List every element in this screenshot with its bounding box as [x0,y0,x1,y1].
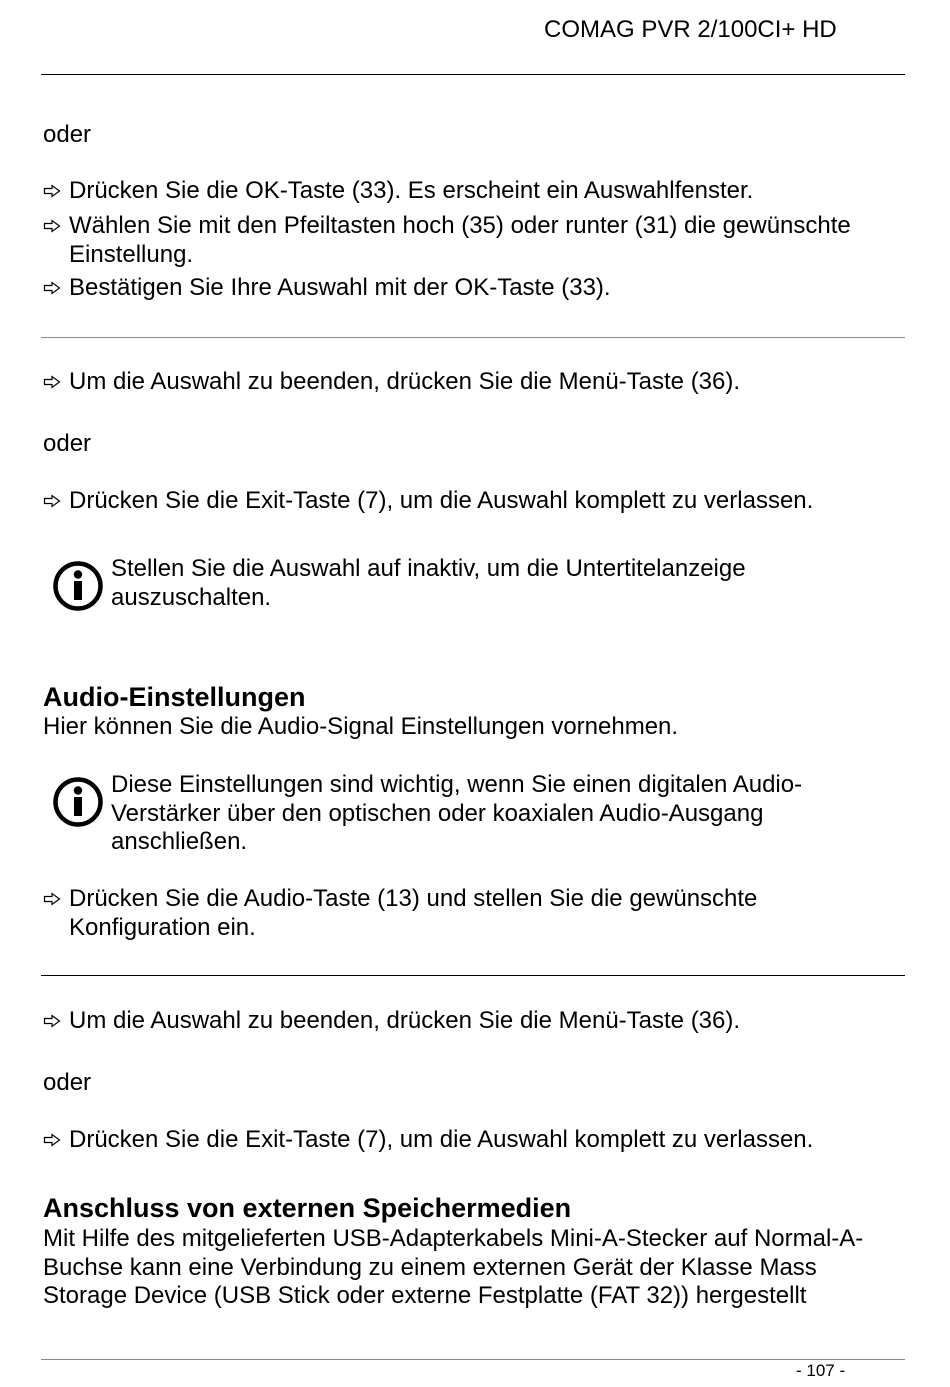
instruction-text: Drücken Sie die Exit-Taste (7), um die Auswahl komplett zu verlassen. [69,487,814,514]
body-line: Mit Hilfe des mitgelieferten USB-Adapterkabels Mini-A-Stecker auf Normal-A- [43,1225,864,1252]
body-line: Buchse kann eine Verbindung zu einem externen Gerät der Klasse Mass [43,1253,817,1281]
info-icon [52,776,104,828]
hollow-right-arrow-icon [43,219,61,233]
note-line: anschließen. [111,828,248,855]
hollow-right-arrow-icon [43,1014,61,1028]
oder-text: oder [43,1069,92,1096]
instruction-text: Wählen Sie mit den Pfeiltasten hoch (35) oder runter (31) die gewünschte [69,212,851,239]
instruction-text: Drücken Sie die Exit-Taste (7), um die Auswahl komplett zu verlassen. [69,1126,814,1153]
oder-text: oder [43,121,92,148]
note-line: Diese Einstellungen sind wichtig, wenn Sie einen digitalen Audio- [111,771,803,798]
page-number: - 107 - [796,1361,846,1380]
instruction-text-continued: Konfiguration ein. [69,913,256,941]
instruction-text: Bestätigen Sie Ihre Auswahl mit der OK-Taste (33). [69,274,611,301]
instruction-text-continued: Einstellung. [69,240,194,268]
note-line: Verstärker über den optischen oder koaxialen Audio-Ausgang [111,799,764,827]
note-text [111,555,746,612]
note-line: Stellen Sie die Auswahl auf inaktiv, um die Untertitelanzeige [111,555,746,582]
header-rule [41,74,905,75]
info-icon [52,560,104,612]
document-title: COMAG PVR 2/100CI+ HD [544,16,837,43]
instruction-text: Um die Auswahl zu beenden, drücken Sie die Menü-Taste (36). [69,368,741,395]
hollow-right-arrow-icon [43,892,61,906]
section-divider [41,337,905,338]
hollow-right-arrow-icon [43,375,61,389]
section-heading-storage: Anschluss von externen Speichermedien [43,1193,572,1223]
section-heading-audio: Audio-Einstellungen [43,682,306,712]
instruction-text: Drücken Sie die OK-Taste (33). Es erscheint ein Auswahlfenster. [69,177,754,204]
body-line: Storage Device (USB Stick oder externe Festplatte (FAT 32)) hergestellt [43,1282,807,1309]
hollow-right-arrow-icon [43,184,61,198]
section-intro: Hier können Sie die Audio-Signal Einstellungen vornehmen. [43,713,679,740]
hollow-right-arrow-icon [43,281,61,295]
note-line: auszuschalten. [111,583,272,611]
instruction-text: Um die Auswahl zu beenden, drücken Sie die Menü-Taste (36). [69,1007,741,1034]
note-text [111,771,802,857]
hollow-right-arrow-icon [43,1133,61,1147]
oder-text: oder [43,430,92,457]
section-body [43,1225,863,1311]
footer-rule [41,1359,905,1360]
hollow-right-arrow-icon [43,494,61,508]
instruction-text: Drücken Sie die Audio-Taste (13) und stellen Sie die gewünschte [69,885,758,912]
section-divider [41,975,905,976]
